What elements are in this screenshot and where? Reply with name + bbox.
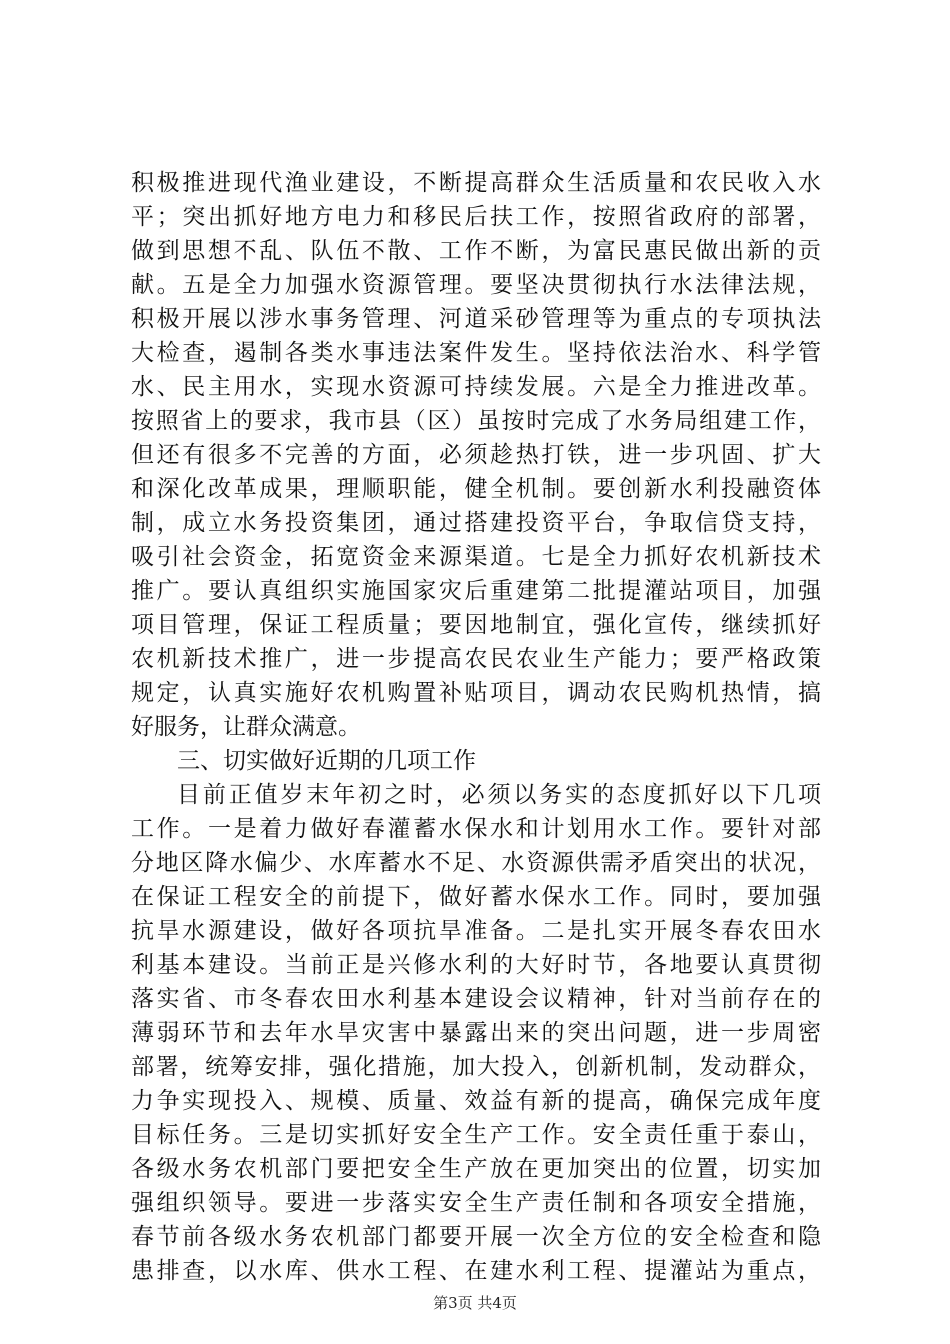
text-line: 做到思想不乱、队伍不散、工作不断，为富民惠民做出新的贡: [131, 238, 821, 264]
text-line: 推广。要认真组织实施国家灾后重建第二批提灌站项目，加强: [131, 578, 821, 604]
text-line: 分地区降水偏少、水库蓄水不足、水资源供需矛盾突出的状况，: [131, 850, 821, 876]
text-line: 献。五是全力加强水资源管理。要坚决贯彻执行水法律法规，: [131, 272, 821, 298]
text-line: 落实省、市冬春农田水利基本建设会议精神，针对当前存在的: [131, 986, 821, 1012]
text-line: 平；突出抓好地方电力和移民后扶工作，按照省政府的部署，: [131, 204, 821, 230]
text-line: 积极推进现代渔业建设，不断提高群众生活质量和农民收入水: [131, 170, 821, 196]
section-heading: 三、切实做好近期的几项工作: [177, 748, 476, 774]
text-line: 目标任务。三是切实抓好安全生产工作。安全责任重于泰山，: [131, 1122, 821, 1148]
paragraph-2: [131, 778, 821, 1288]
text-line: 项目管理，保证工程质量；要因地制宜，强化宣传，继续抓好: [131, 612, 821, 638]
text-line: 农机新技术推广，进一步提高农民农业生产能力；要严格政策: [131, 646, 821, 672]
text-line: 工作。一是着力做好春灌蓄水保水和计划用水工作。要针对部: [131, 816, 821, 842]
text-line: 制，成立水务投资集团，通过搭建投资平台，争取信贷支持，: [131, 510, 821, 536]
text-line: 吸引社会资金，拓宽资金来源渠道。七是全力抓好农机新技术: [131, 544, 821, 570]
text-line: 各级水务农机部门要把安全生产放在更加突出的位置，切实加: [131, 1156, 821, 1182]
text-line: 但还有很多不完善的方面，必须趁热打铁，进一步巩固、扩大: [131, 442, 821, 468]
text-line: 患排查，以水库、供水工程、在建水利工程、提灌站为重点，: [131, 1258, 821, 1284]
text-line: 积极开展以涉水事务管理、河道采砂管理等为重点的专项执法: [131, 306, 821, 332]
text-line: 大检查，遏制各类水事违法案件发生。坚持依法治水、科学管: [131, 340, 821, 366]
paragraph-1: [131, 166, 821, 744]
text-line: 和深化改革成果，理顺职能，健全机制。要创新水利投融资体: [131, 476, 821, 502]
text-line: 在保证工程安全的前提下，做好蓄水保水工作。同时，要加强: [131, 884, 821, 910]
page-number-footer: 第3页 共4页: [433, 1294, 517, 1312]
text-line: 好服务，让群众满意。: [131, 714, 361, 740]
text-line: 按照省上的要求，我市县（区）虽按时完成了水务局组建工作，: [131, 408, 821, 434]
text-line: 目前正值岁末年初之时，必须以务实的态度抓好以下几项: [177, 782, 821, 808]
text-line: 春节前各级水务农机部门都要开展一次全方位的安全检查和隐: [131, 1224, 821, 1250]
text-line: 薄弱环节和去年水旱灾害中暴露出来的突出问题，进一步周密: [131, 1020, 821, 1046]
text-line: 水、民主用水，实现水资源可持续发展。六是全力推进改革。: [131, 374, 821, 400]
text-line: 强组织领导。要进一步落实安全生产责任制和各项安全措施，: [131, 1190, 821, 1216]
text-line: 利基本建设。当前正是兴修水利的大好时节，各地要认真贯彻: [131, 952, 821, 978]
text-line: 部署，统筹安排，强化措施，加大投入，创新机制，发动群众，: [131, 1054, 821, 1080]
text-line: 抗旱水源建设，做好各项抗旱准备。二是扎实开展冬春农田水: [131, 918, 821, 944]
text-line: 规定，认真实施好农机购置补贴项目，调动农民购机热情，搞: [131, 680, 821, 706]
document-body: [131, 166, 821, 1288]
text-line: 力争实现投入、规模、质量、效益有新的提高，确保完成年度: [131, 1088, 821, 1114]
